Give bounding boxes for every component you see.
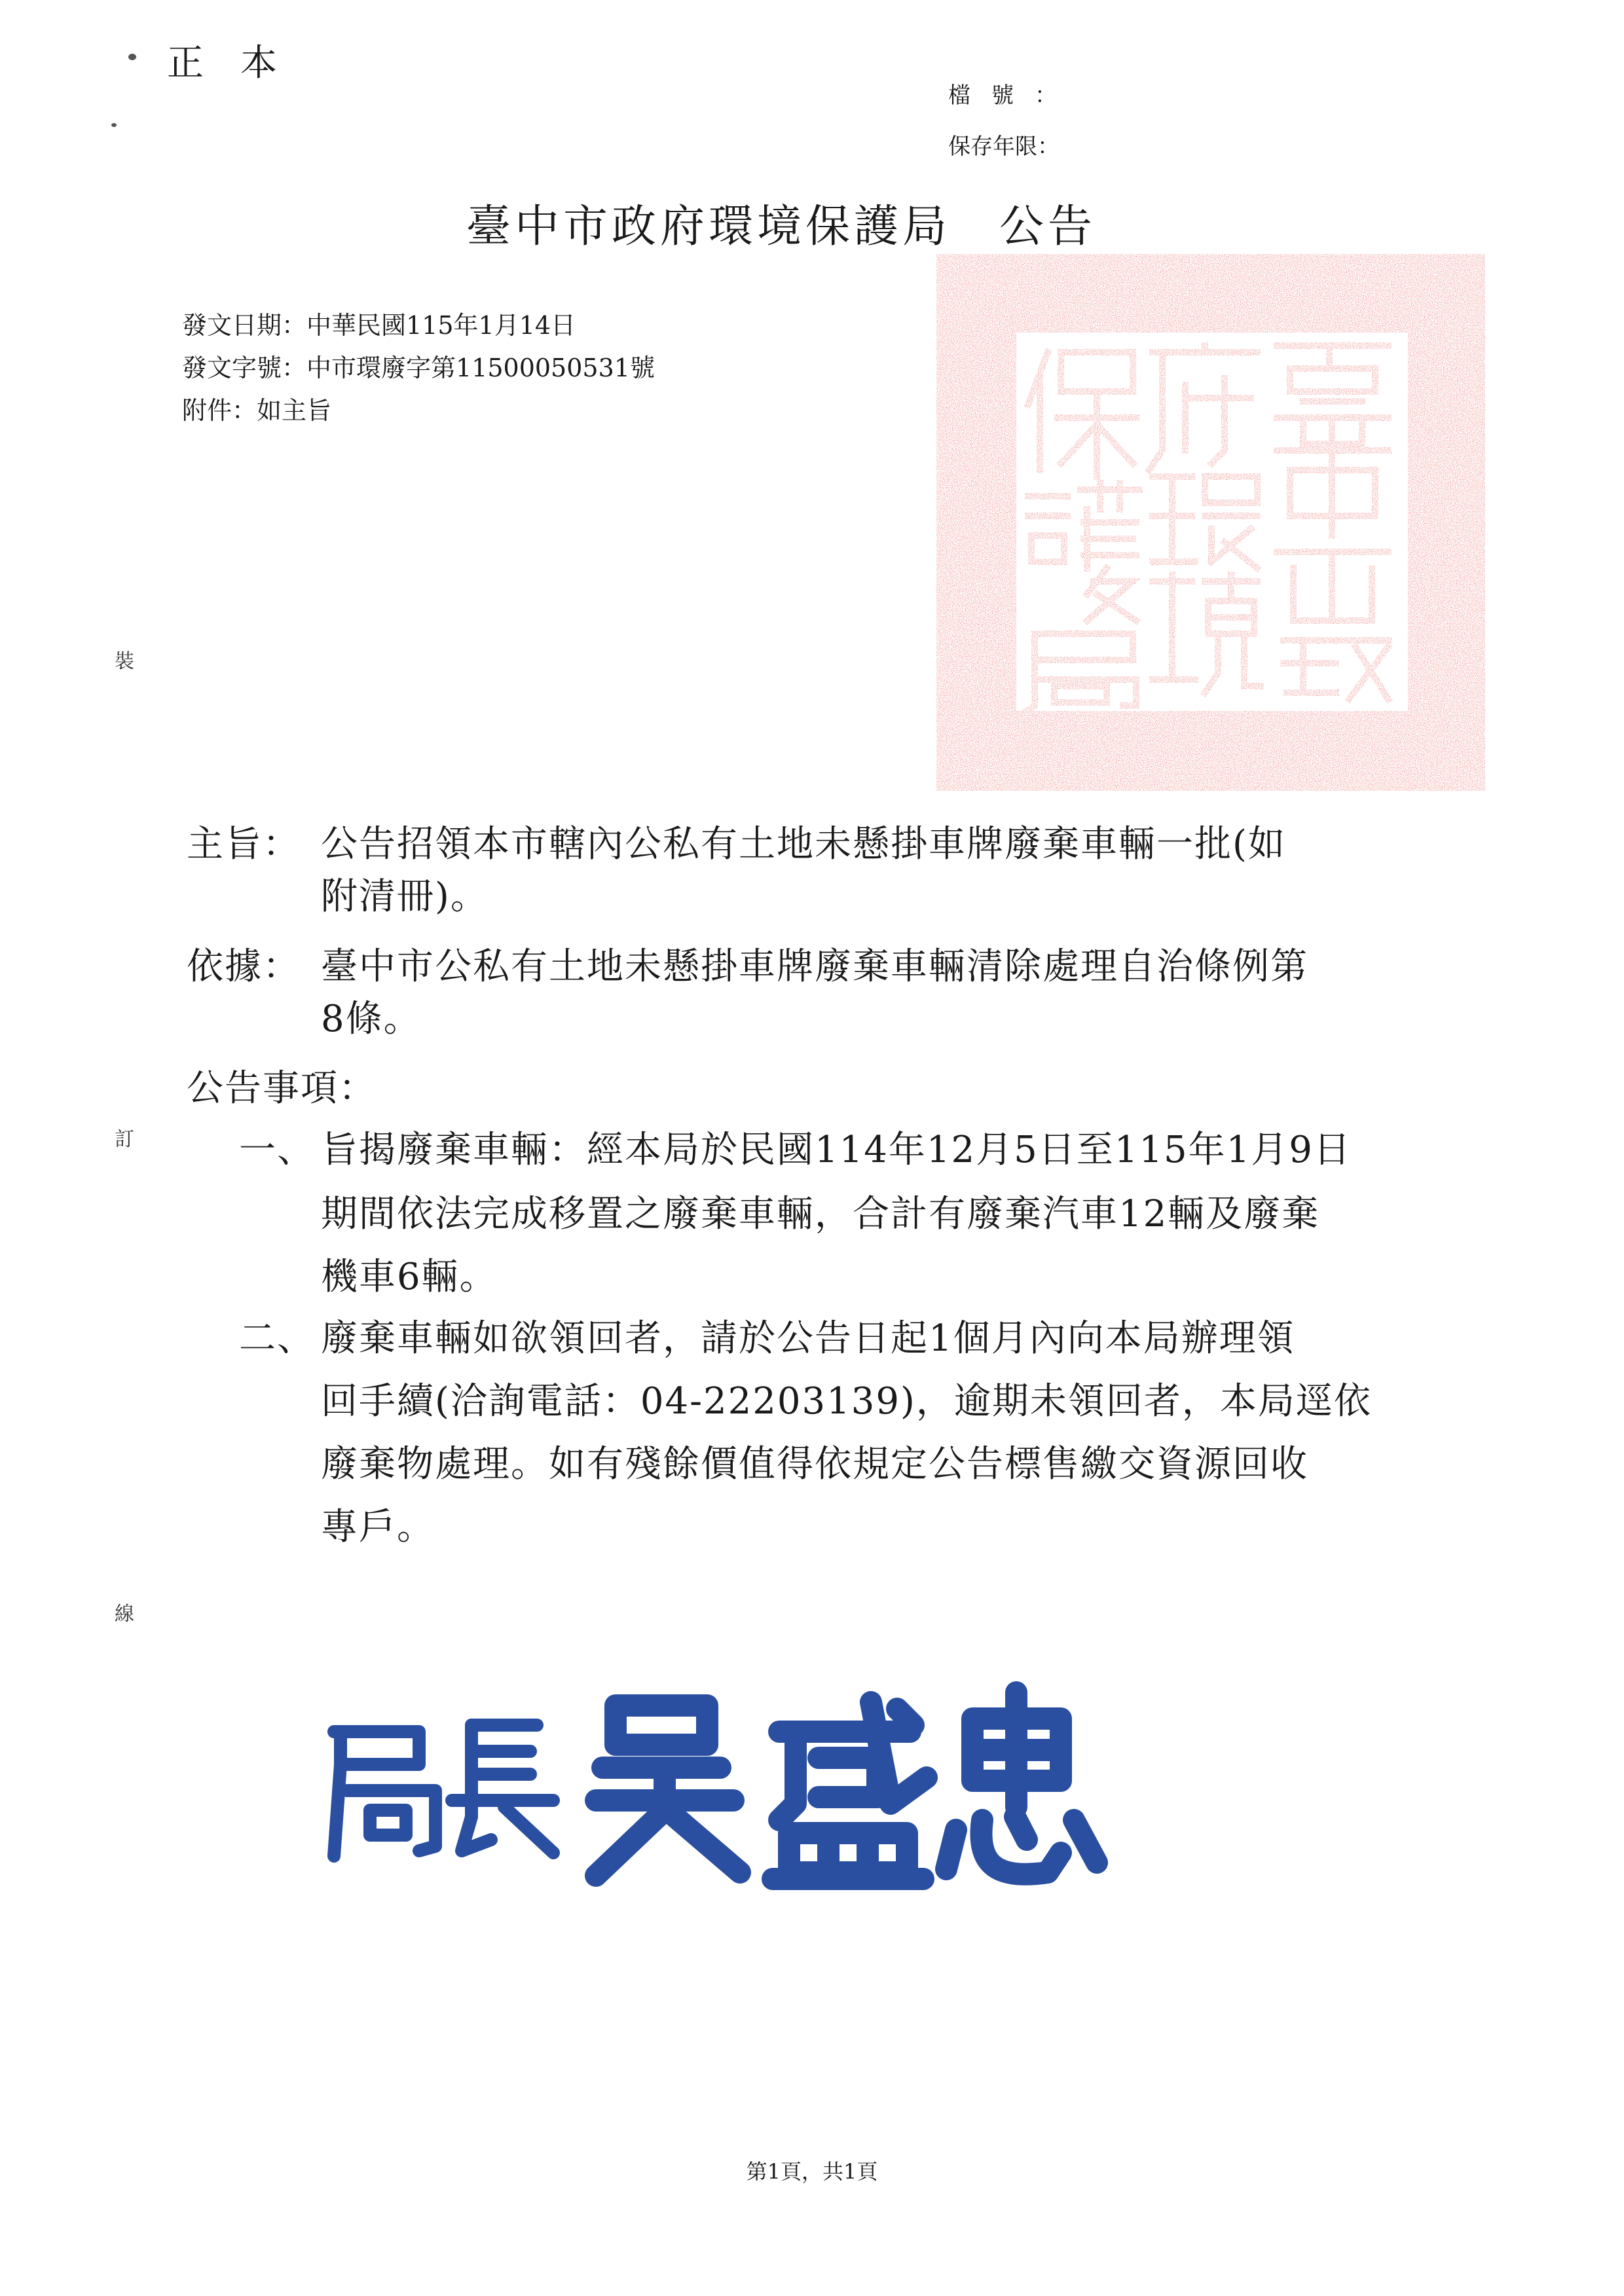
subject-line: 公告招領本市轄內公私有土地未懸掛車牌廢棄車輛一批(如 xyxy=(321,823,1286,866)
notice-items-heading: 公告事項： xyxy=(187,1067,377,1110)
basis-line: 臺中市公私有土地未懸掛車牌廢棄車輛清除處理自治條例第 xyxy=(321,945,1308,988)
official-seal-icon xyxy=(936,254,1485,791)
binding-mark: 訂 xyxy=(115,1128,134,1151)
issue-date: 發文日期：中華民國115年1月14日 xyxy=(182,311,576,340)
notice-item-number: 一、 xyxy=(239,1129,315,1171)
original-copy-mark: 正本 xyxy=(167,42,314,84)
retention-period-label: 保存年限： xyxy=(948,134,1060,160)
director-signature-stamp-icon xyxy=(321,1679,1120,1895)
subject-label: 主旨： xyxy=(187,823,301,866)
notice-item-line: 機車6輛。 xyxy=(321,1256,498,1298)
binding-mark: 裝 xyxy=(115,650,134,673)
notice-item-number: 二、 xyxy=(239,1317,315,1360)
file-number-label: 檔號： xyxy=(948,82,1057,109)
basis-label: 依據： xyxy=(187,945,301,988)
scan-speck xyxy=(128,54,136,60)
attachment: 附件：如主旨 xyxy=(182,396,332,425)
subject-line: 附清冊)。 xyxy=(321,875,489,918)
basis-line: 8條。 xyxy=(321,998,422,1040)
page-footer: 第1頁，共1頁 xyxy=(746,2159,878,2184)
file-number-label-text: 檔號 xyxy=(948,82,1035,109)
notice-item-line: 專戶。 xyxy=(321,1506,435,1548)
notice-item-line: 廢棄車輛如欲領回者，請於公告日起1個月內向本局辦理領 xyxy=(321,1317,1295,1360)
scan-speck xyxy=(111,123,117,127)
issue-number: 發文字號：中市環廢字第11500050531號 xyxy=(182,354,655,382)
binding-mark: 線 xyxy=(115,1603,134,1626)
notice-item-line: 旨揭廢棄車輛：經本局於民國114年12月5日至115年1月9日 xyxy=(321,1129,1352,1171)
notice-item-line: 廢棄物處理。如有殘餘價值得依規定公告標售繳交資源回收 xyxy=(321,1443,1308,1485)
notice-item-line: 期間依法完成移置之廢棄車輛，合計有廢棄汽車12輛及廢棄 xyxy=(321,1193,1320,1235)
notice-item-line: 回手續(洽詢電話：04-22203139)，逾期未領回者，本局逕依 xyxy=(321,1380,1372,1423)
document-title: 臺中市政府環境保護局 公告 xyxy=(466,201,1097,253)
